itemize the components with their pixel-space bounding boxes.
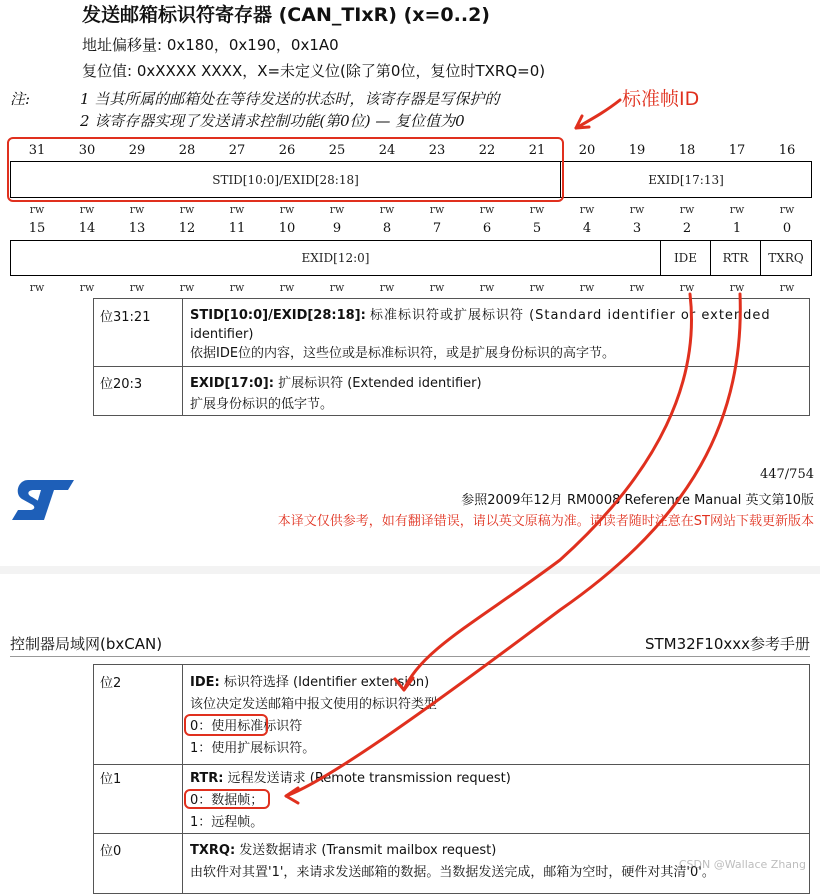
upper-bit-number-3: 28 (178, 143, 196, 158)
upper-bit-number-9: 22 (478, 143, 496, 158)
lower-access-12: rw (629, 281, 645, 294)
table1-row2-text-a: 扩展标识符 (Extended identifier) (278, 376, 482, 391)
upper-access-10: rw (529, 203, 545, 216)
table1-row1-text-a: 标准标识符或扩展标识符 (Standard identifier or extended (369, 308, 771, 323)
upper-access-13: rw (679, 203, 695, 216)
upper-bit-number-2: 29 (128, 143, 146, 158)
lower-bit-number-2: 13 (128, 221, 146, 236)
lower-bit-number-9: 6 (482, 221, 492, 236)
table1-row2-bits: 位20:3 (100, 377, 143, 392)
register-title: 发送邮箱标识符寄存器 (CAN_TIxR) (x=0..2) (82, 4, 490, 26)
table2-row2-opt1: 1：远程帧。 (190, 815, 264, 830)
field-txrq: TXRQ (768, 251, 804, 265)
upper-access-12: rw (629, 203, 645, 216)
table1-row2-field: EXID[17:0]: (190, 376, 274, 391)
lower-access-10: rw (529, 281, 545, 294)
table2-row2-bits: 位1 (100, 772, 122, 787)
notes-label: 注: (10, 90, 31, 108)
reset-value: 复位值: 0xXXXX XXXX，X=未定义位(除了第0位，复位时TXRQ=0) (82, 62, 546, 80)
lower-access-13: rw (679, 281, 695, 294)
upper-access-7: rw (379, 203, 395, 216)
upper-bit-number-1: 30 (78, 143, 96, 158)
lower-access-11: rw (579, 281, 595, 294)
note-line-2: 2 该寄存器实现了发送请求控制功能(第0位) — 复位值为0 (80, 112, 465, 130)
lower-bit-number-6: 9 (332, 221, 342, 236)
field-exid-17-13: EXID[17:13] (648, 172, 724, 187)
upper-bit-number-14: 17 (728, 143, 746, 158)
lower-bit-number-7: 8 (382, 221, 392, 236)
table2-row1-bits: 位2 (100, 676, 122, 691)
page-number: 447/754 (759, 467, 814, 482)
table2-row3-field: TXRQ: (190, 843, 236, 858)
lower-bit-number-10: 5 (532, 221, 542, 236)
lower-access-8: rw (429, 281, 445, 294)
upper-access-9: rw (479, 203, 495, 216)
table2-row1-opt0: 0：使用标准标识符 (190, 719, 303, 734)
table2-row3-title: 发送数据请求 (Transmit mailbox request) (239, 843, 497, 858)
table1-row1-text-c: 依据IDE位的内容，这些位或是标准标识符，或是扩展身份标识的高字节。 (190, 346, 616, 361)
upper-bit-number-12: 19 (628, 143, 646, 158)
lower-access-5: rw (279, 281, 295, 294)
lower-access-7: rw (379, 281, 395, 294)
watermark: CSDN @Wallace Zhang (678, 858, 806, 871)
lower-access-15: rw (779, 281, 795, 294)
upper-access-1: rw (79, 203, 95, 216)
lower-bit-number-8: 7 (432, 221, 442, 236)
lower-bit-number-3: 12 (178, 221, 196, 236)
upper-access-11: rw (579, 203, 595, 216)
lower-bit-number-11: 4 (582, 221, 592, 236)
lower-bit-number-4: 11 (228, 221, 246, 236)
field-ide: IDE (661, 241, 711, 275)
lower-access-0: rw (29, 281, 45, 294)
lower-bit-number-14: 1 (732, 221, 742, 236)
upper-bit-number-7: 24 (378, 143, 396, 158)
table2-row3-line1: 由软件对其置'1'，来请求发送邮箱的数据。当数据发送完成，邮箱为空时，硬件对其清'0'。 (190, 865, 715, 880)
upper-bit-number-6: 25 (328, 143, 346, 158)
field-exid-12-0: EXID[12:0] (11, 241, 661, 275)
translation-disclaimer: 本译文仅供参考，如有翻译错误，请以英文原稿为准。请读者随时注意在ST网站下载更新版本 (277, 514, 814, 529)
lower-bit-number-15: 0 (782, 221, 792, 236)
lower-bit-number-5: 10 (278, 221, 296, 236)
field-stid-exid-28-18: STID[10:0]/EXID[28:18] (11, 162, 561, 197)
lower-access-2: rw (129, 281, 145, 294)
table2-row1-field: IDE: (190, 675, 220, 690)
upper-access-0: rw (29, 203, 45, 216)
upper-bit-number-11: 20 (578, 143, 596, 158)
table1-row2-text-c: 扩展身份标识的低字节。 (190, 397, 334, 412)
upper-bit-number-15: 16 (778, 143, 796, 158)
upper-bit-number-5: 26 (278, 143, 296, 158)
table1-row1-text-b: identifier) (190, 327, 254, 342)
upper-bit-number-10: 21 (528, 143, 546, 158)
address-offset: 地址偏移量: 0x180，0x190，0x1A0 (82, 36, 339, 54)
upper-access-5: rw (279, 203, 295, 216)
table2-row2-opt0: 0：数据帧； (190, 793, 264, 808)
table2-row1-line1: 该位决定发送邮箱中报文使用的标识符类型 (190, 697, 438, 712)
table2-row2-title: 远程发送请求 (Remote transmission request) (227, 771, 511, 786)
table1-row1-field: STID[10:0]/EXID[28:18]: (190, 308, 366, 323)
lower-access-1: rw (79, 281, 95, 294)
upper-bit-number-8: 23 (428, 143, 446, 158)
upper-access-6: rw (329, 203, 345, 216)
table2-row3-bits: 位0 (100, 844, 122, 859)
lower-access-14: rw (729, 281, 745, 294)
lower-bit-number-13: 2 (682, 221, 692, 236)
lower-access-6: rw (329, 281, 345, 294)
table2-row2-field: RTR: (190, 771, 224, 786)
page2-left-header: 控制器局域网(bxCAN) (10, 635, 163, 653)
lower-bit-number-0: 15 (28, 221, 46, 236)
upper-bit-number-13: 18 (678, 143, 696, 158)
upper-bit-number-4: 27 (228, 143, 246, 158)
note-line-1: 1 当其所属的邮箱处在等待发送的状态时，该寄存器是写保护的 (80, 90, 500, 108)
lower-bit-number-1: 14 (78, 221, 96, 236)
upper-bit-number-0: 31 (28, 143, 46, 158)
upper-access-2: rw (129, 203, 145, 216)
lower-access-4: rw (229, 281, 245, 294)
upper-access-3: rw (179, 203, 195, 216)
reference-note: 参照2009年12月 RM0008 Reference Manual 英文第10版 (461, 493, 814, 508)
table2-row1-title: 标识符选择 (Identifier extension) (223, 675, 430, 690)
lower-access-3: rw (179, 281, 195, 294)
page2-right-header: STM32F10xxx参考手册 (644, 635, 810, 653)
field-rtr: RTR (711, 241, 761, 275)
upper-access-14: rw (729, 203, 745, 216)
upper-access-8: rw (429, 203, 445, 216)
upper-access-4: rw (229, 203, 245, 216)
upper-access-15: rw (779, 203, 795, 216)
lower-bit-number-12: 3 (632, 221, 642, 236)
lower-access-9: rw (479, 281, 495, 294)
table2-row1-opt1: 1：使用扩展标识符。 (190, 741, 316, 756)
table1-row1-bits: 位31:21 (100, 310, 151, 325)
annotation-standard-frame-id: 标准帧ID (622, 88, 700, 110)
